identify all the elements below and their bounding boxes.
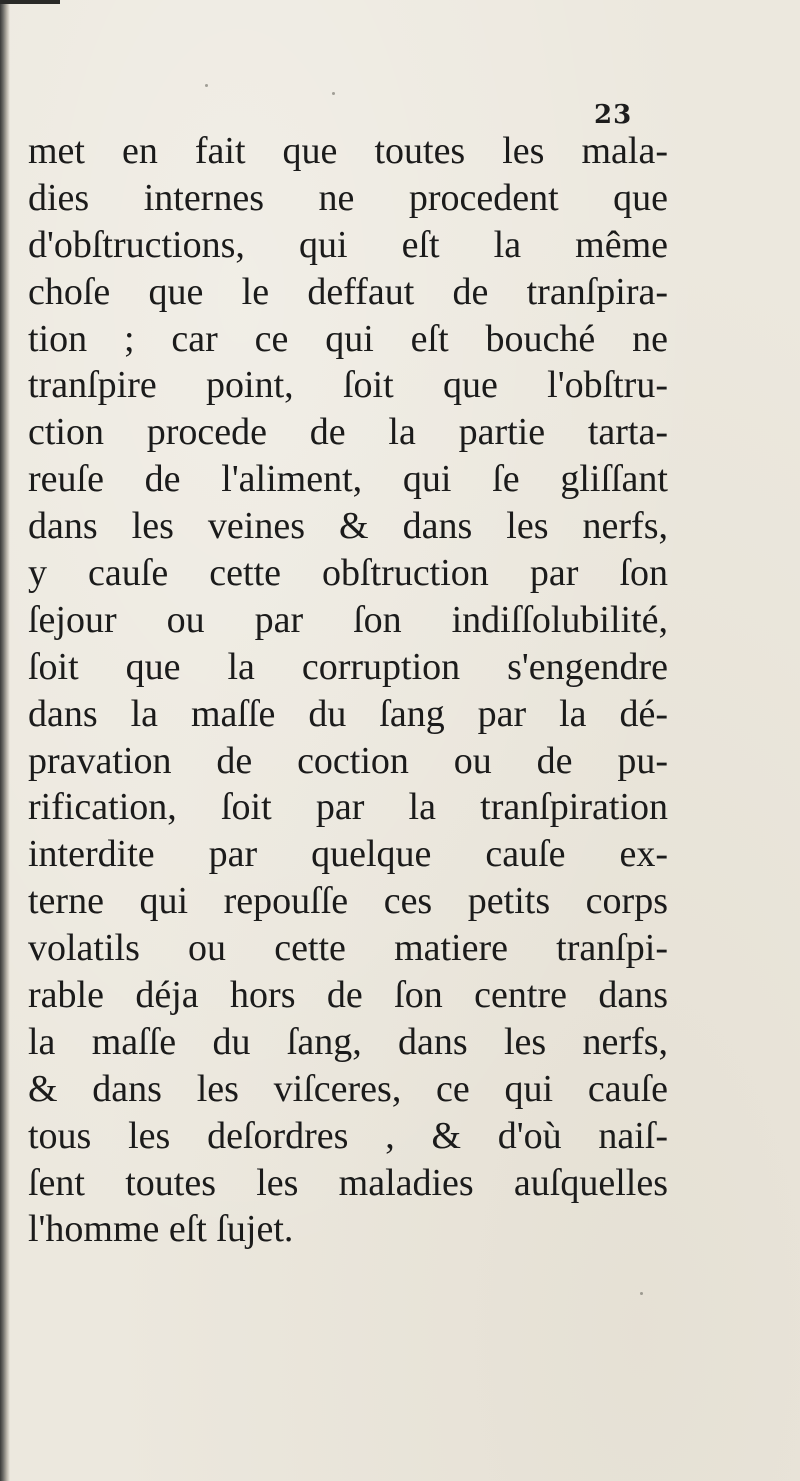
text-line: rification, ſoit par la tranſpiration [28,786,668,829]
body-text [28,128,668,1253]
text-line: dies internes ne procedent que [28,176,668,219]
text-line: ſent toutes les maladies auſquelles [28,1161,668,1204]
text-line: tion ; car ce qui eſt bouché ne [28,317,668,360]
text-line: dans la maſſe du ſang par la dé- [28,692,668,735]
paper-speck [205,84,208,87]
text-line: tous les deſordres , & d'où naiſ- [28,1114,668,1157]
text-line: dans les veines & dans les nerfs, [28,505,668,548]
text-line: interdite par quelque cauſe ex- [28,833,668,876]
paper-speck [332,92,335,95]
text-line: volatils ou cette matiere tranſpi- [28,927,668,970]
text-line: ction procede de la partie tarta- [28,411,668,454]
text-line: d'obſtructions, qui eſt la même [28,223,668,266]
text-line: terne qui repouſſe ces petits corps [28,880,668,923]
text-line: tranſpire point, ſoit que l'obſtru- [28,364,668,407]
text-line: pravation de coction ou de pu- [28,739,668,782]
text-line: ſejour ou par ſon indiſſolubilité, [28,598,668,641]
text-line: & dans les viſceres, ce qui cauſe [28,1067,668,1110]
text-line: choſe que le deffaut de tranſpira- [28,270,668,313]
text-line: y cauſe cette obſtruction par ſon [28,552,668,595]
text-line: ſoit que la corruption s'engendre [28,645,668,688]
text-line: la maſſe du ſang, dans les nerfs, [28,1020,668,1063]
text-line: met en fait que toutes les mala- [28,130,668,172]
text-line: l'homme eſt ſujet. [28,1208,294,1251]
text-line: reuſe de l'aliment, qui ſe gliſſant [28,458,668,501]
paper-speck [640,1292,643,1295]
page-top-edge [0,0,60,4]
text-line: rable déja hors de ſon centre dans [28,974,668,1017]
page-binding-edge [0,0,10,1481]
page-number: 23 [594,100,633,130]
